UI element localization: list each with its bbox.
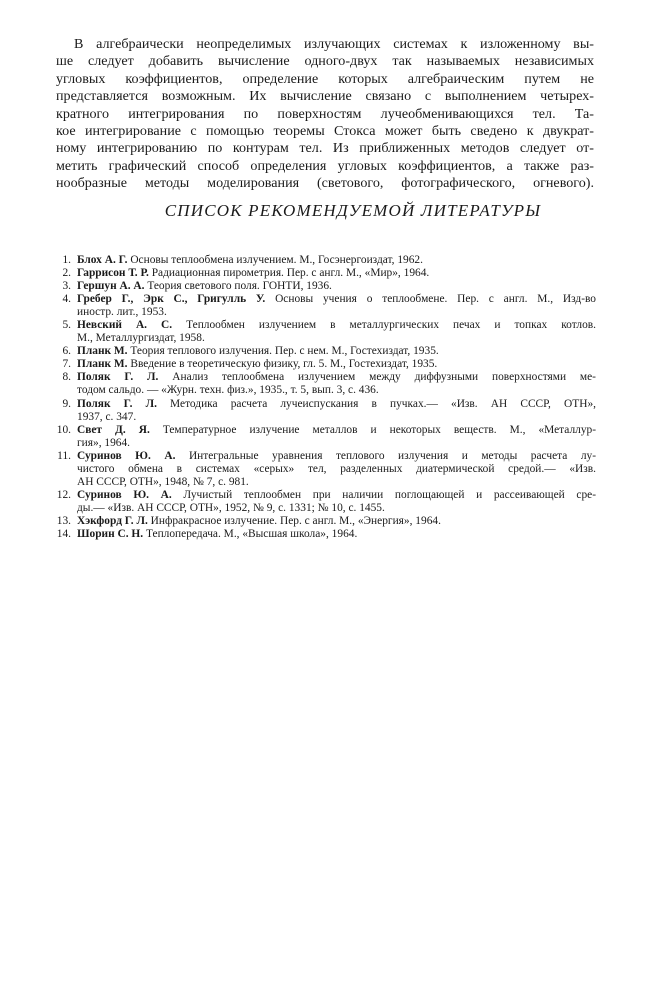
reference-line — [77, 267, 596, 280]
body-paragraph — [56, 36, 594, 193]
reference-line — [77, 528, 596, 541]
reference-line — [77, 437, 596, 450]
reference-text: чистого обмена в системах «серых» тел, разделенных диатермической средой.— «Изв. — [77, 462, 596, 475]
reference-item — [56, 528, 596, 541]
reference-line — [77, 411, 596, 424]
reference-number: 4. — [62, 293, 71, 306]
paragraph-line: ше следует добавить вычисление одного-двух так называемых независимых — [56, 53, 594, 70]
reference-item — [56, 293, 596, 319]
reference-line — [77, 319, 596, 332]
reference-text: Лучистый теплообмен при наличии поглощающей и рассеивающей сре- — [171, 488, 596, 501]
reference-text: 1937, с. 347. — [77, 410, 137, 423]
reference-text: ды.— «Изв. АН СССР, ОТН», 1952, № 9, с. 1331; № 10, с. 1455. — [77, 501, 385, 514]
reference-number: 7. — [62, 358, 71, 371]
reference-text: иностр. лит., 1953. — [77, 306, 167, 319]
reference-text: Теория теплового излучения. Пер. с нем. М., Гостехиздат, 1935. — [127, 345, 439, 358]
reference-text: Теория светового поля. ГОНТИ, 1936. — [144, 280, 332, 293]
reference-item — [56, 254, 596, 267]
paragraph-line: метить графический способ определения угловых коэффициентов, а также раз- — [56, 157, 594, 174]
reference-line — [77, 332, 596, 345]
reference-text: Интегральные уравнения теплового излучения и методы расчета лу- — [175, 449, 596, 462]
reference-number: 5. — [62, 319, 71, 332]
reference-number: 8. — [62, 371, 71, 384]
reference-number: 14. — [56, 527, 71, 540]
reference-text: Основы учения о теплообмене. Пер. с англ. М., Изд-во — [265, 293, 596, 306]
reference-text: гия», 1964. — [77, 436, 131, 449]
paragraph-line: ному интегрированию по контурам тел. Из приближенных методов следует от- — [56, 140, 594, 157]
reference-number: 11. — [57, 449, 71, 462]
reference-line — [77, 476, 596, 489]
reference-number: 13. — [56, 514, 71, 527]
reference-line — [77, 463, 596, 476]
reference-text: Теплообмен излучением в металлургических печах и топках котлов. — [172, 319, 597, 332]
reference-author: Невский А. С. — [77, 319, 173, 332]
reference-line — [77, 345, 596, 358]
reference-author: Хэкфорд Г. Л. — [77, 514, 148, 527]
reference-item — [56, 515, 596, 528]
reference-line — [77, 384, 596, 397]
reference-text: Теплопередача. М., «Высшая школа», 1964. — [143, 527, 358, 540]
reference-author: Суринов Ю. А. — [77, 449, 176, 462]
reference-line — [77, 398, 596, 411]
reference-list — [56, 254, 596, 541]
reference-text: Основы теплообмена излучением. М., Госэнергоиздат, 1962. — [127, 254, 423, 266]
reference-author: Гершун А. А. — [77, 280, 145, 293]
reference-line — [77, 280, 596, 293]
reference-item — [56, 489, 596, 515]
reference-number: 3. — [62, 280, 71, 293]
reference-author: Поляк Г. Л. — [77, 371, 159, 384]
paragraph-line: кратного интегрирования по поверхностям лучеобменивающихся тел. Та- — [56, 105, 594, 122]
reference-line — [77, 424, 596, 437]
reference-number: 2. — [62, 267, 71, 280]
reference-line — [77, 293, 596, 306]
reference-item — [56, 319, 596, 345]
reference-line — [77, 306, 596, 319]
reference-text: Инфракрасное излучение. Пер. с англ. М., «Энергия», 1964. — [147, 514, 441, 527]
reference-line — [77, 515, 596, 528]
reference-item — [56, 267, 596, 280]
reference-text: М., Металлургиздат, 1958. — [77, 332, 205, 345]
reference-number: 12. — [56, 488, 71, 501]
reference-author: Шорин С. Н. — [77, 527, 144, 540]
reference-number: 1. — [62, 254, 71, 266]
reference-number: 10. — [56, 423, 71, 436]
reference-number: 6. — [62, 345, 71, 358]
paragraph-line: представляется возможным. Их вычисление связано с выполнением четырех- — [56, 88, 594, 105]
paragraph-line: нообразные методы моделирования (светового, фотографического, огневого). — [56, 175, 594, 192]
reference-item — [56, 371, 596, 397]
paragraph-line: В алгебраически неопределимых излучающих системах к изложенному вы- — [74, 36, 594, 52]
paragraph-line: кое интегрирование с помощью теоремы Стокса может быть сведено к двукрат- — [56, 123, 594, 140]
reference-author: Планк М. — [77, 345, 128, 358]
section-heading: СПИСОК РЕКОМЕНДУЕМОЙ ЛИТЕРАТУРЫ — [164, 201, 542, 220]
reference-item — [56, 424, 596, 450]
reference-text: Анализ теплообмена излучением между диффузными поверхностями ме- — [158, 371, 596, 384]
paragraph-line: угловых коэффициентов, определение которых алгебраическим путем не — [56, 70, 594, 87]
reference-line — [77, 358, 596, 371]
reference-item — [56, 398, 596, 424]
reference-author: Планк М. — [77, 358, 128, 371]
reference-line — [77, 450, 596, 463]
reference-item — [56, 358, 596, 371]
reference-text: Введение в теоретическую физику, гл. 5. М., Гостехиздат, 1935. — [127, 358, 438, 371]
reference-line — [77, 489, 596, 502]
reference-text: Радиационная пирометрия. Пер. с англ. М., «Мир», 1964. — [148, 267, 430, 280]
reference-text: Методика расчета лучеиспускания в пучках.— «Изв. АН СССР, ОТН», — [156, 397, 596, 410]
reference-author: Блох А. Г. — [77, 254, 128, 266]
reference-item — [56, 280, 596, 293]
reference-item — [56, 345, 596, 358]
reference-author: Поляк Г. Л. — [77, 397, 157, 410]
reference-line — [77, 371, 596, 384]
reference-text: тодом сальдо. — «Журн. техн. физ.», 1935., т. 5, вып. 3, с. 436. — [77, 384, 379, 397]
reference-line — [77, 254, 596, 267]
reference-text: Температурное излучение металлов и некоторых веществ. М., «Металлур- — [149, 423, 596, 436]
reference-author: Свет Д. Я. — [77, 423, 150, 436]
reference-line — [77, 502, 596, 515]
reference-author: Суринов Ю. А. — [77, 488, 172, 501]
reference-author: Гребер Г., Эрк С., Григулль У. — [77, 293, 266, 306]
reference-item — [56, 450, 596, 489]
reference-text: АН СССР, ОТН», 1948, № 7, с. 981. — [77, 475, 249, 488]
reference-number: 9. — [62, 397, 71, 410]
reference-author: Гаррисон Т. Р. — [77, 267, 149, 280]
